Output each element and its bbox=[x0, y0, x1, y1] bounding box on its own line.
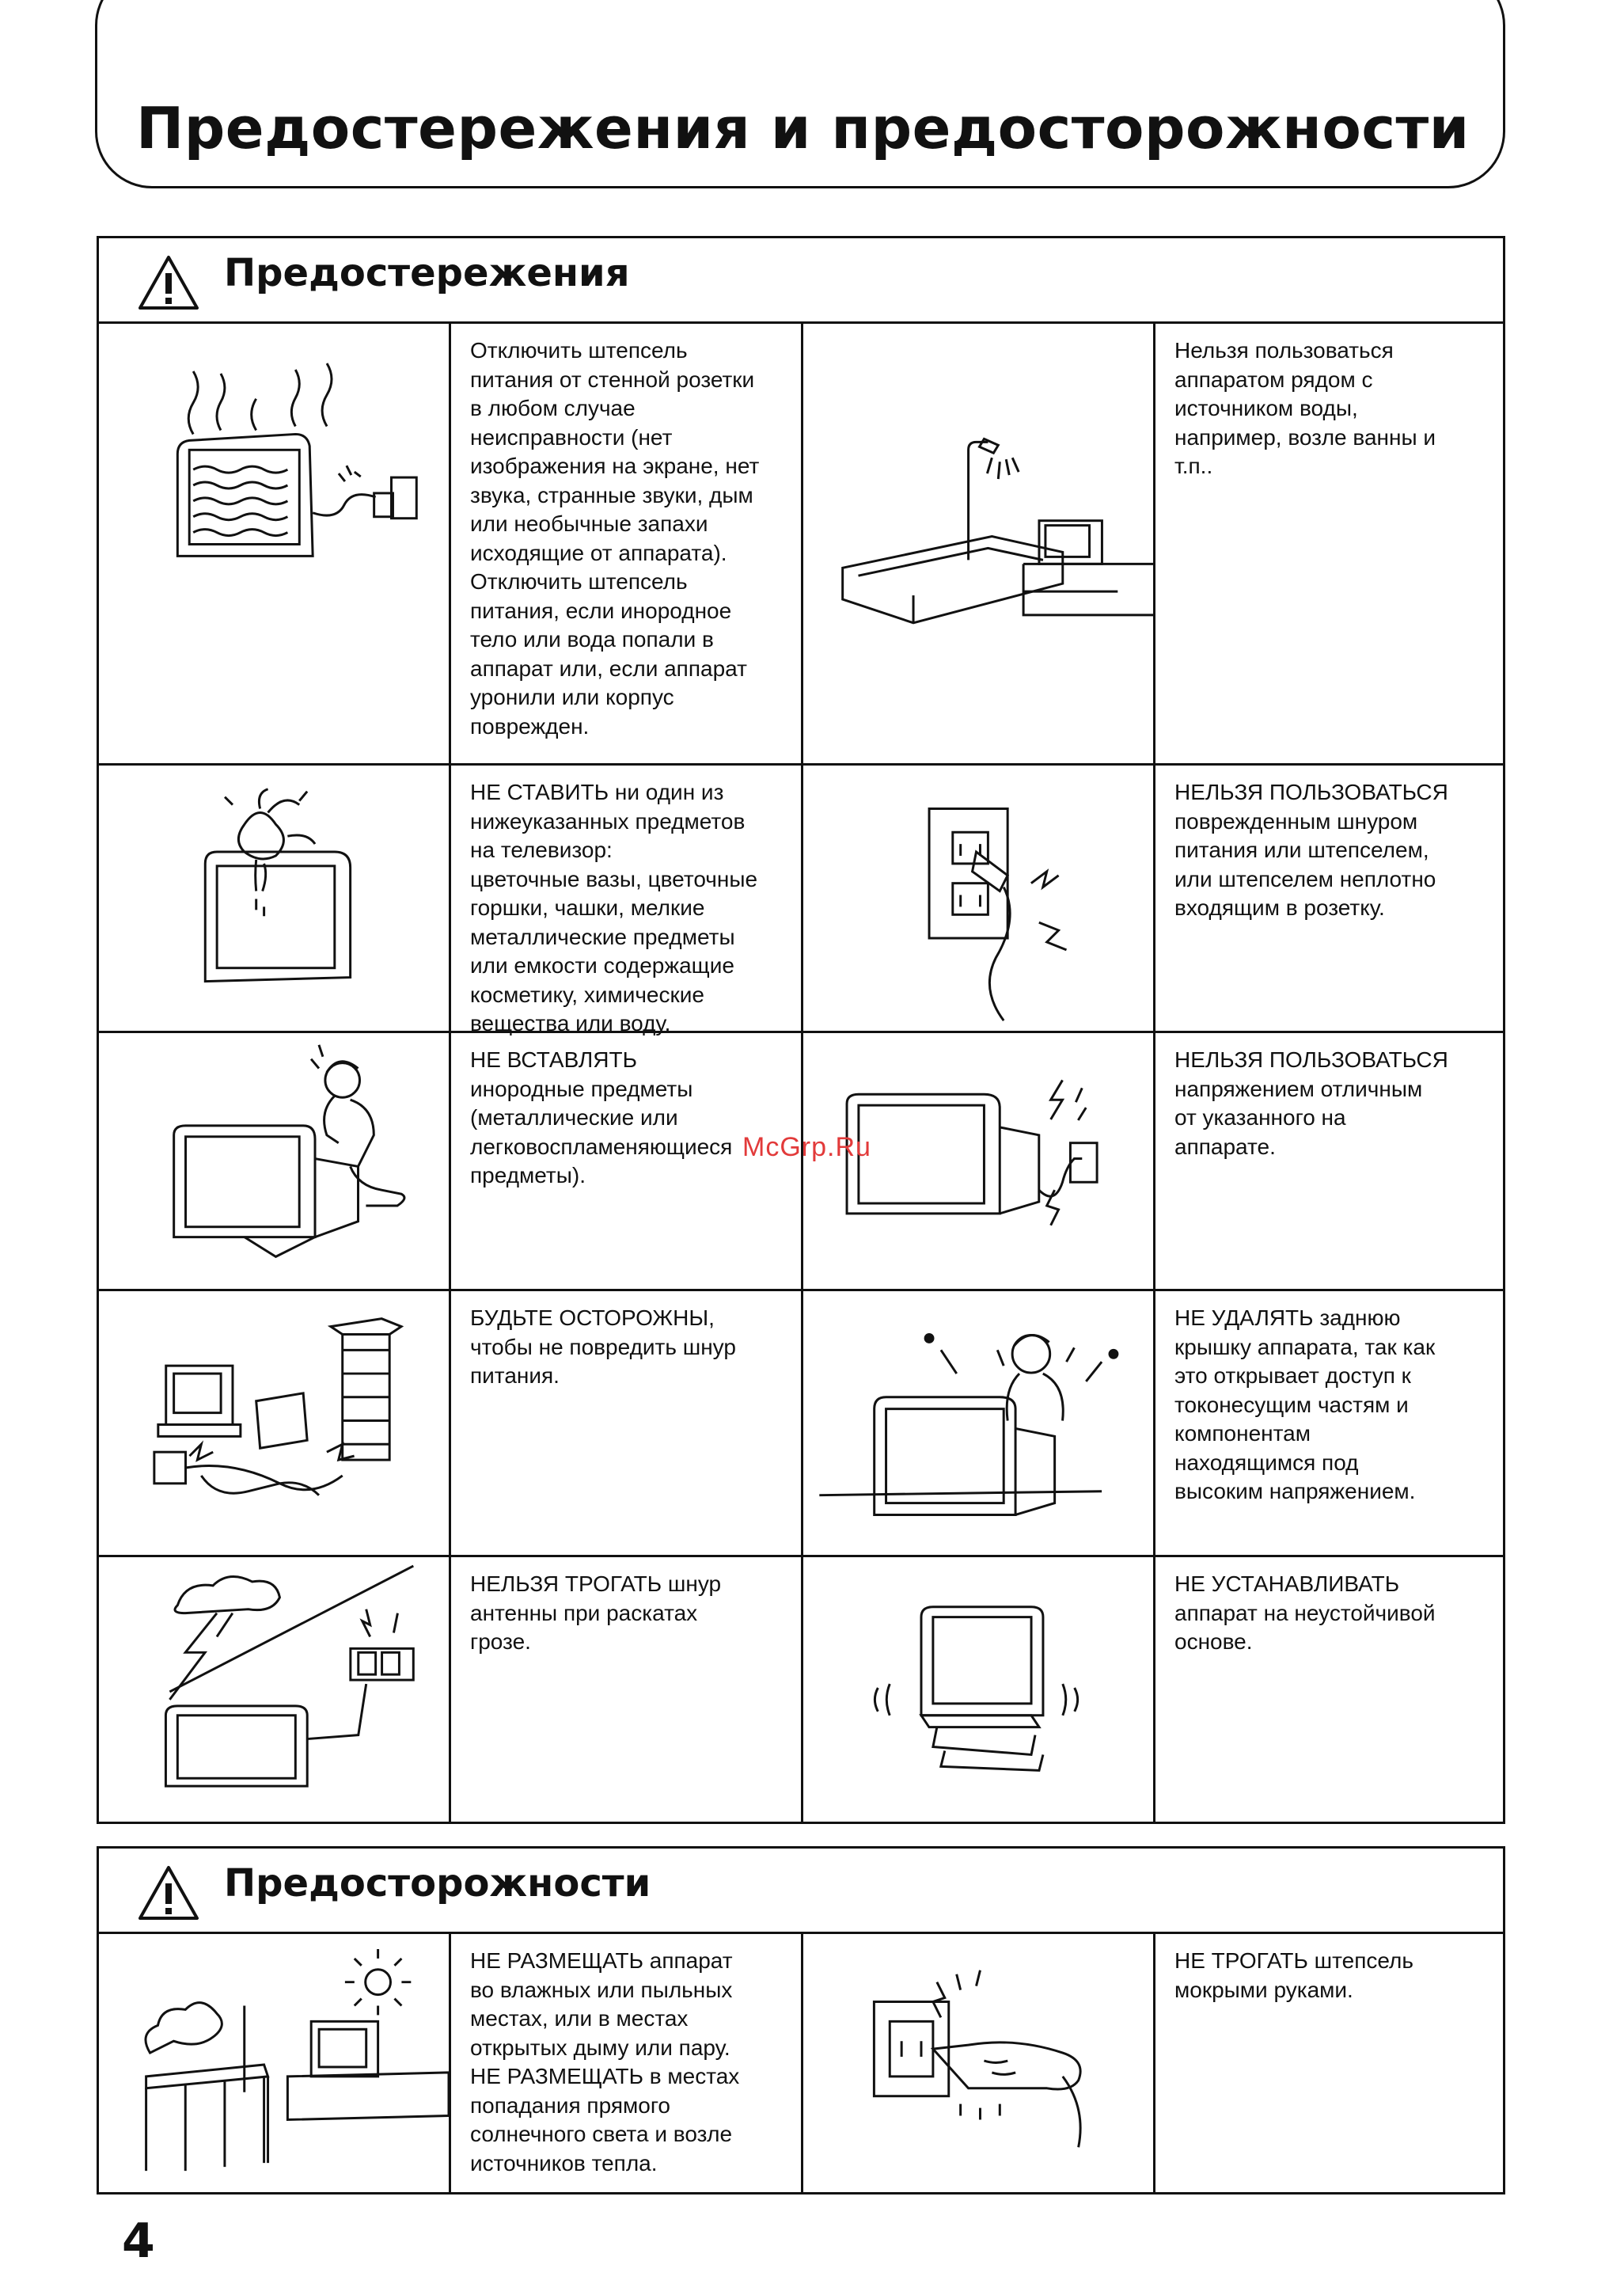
warning-text-body: НЕЛЬЗЯ ПОЛЬЗОВАТЬСЯ напряжением отличным от указанного на аппарате. bbox=[1174, 1047, 1448, 1159]
illustration-unstable-tv bbox=[803, 1557, 1155, 1822]
warning-text-body: Отключить штепсель питания от стенной розетки в любом случае неисправности (нет изображения на экране, нет звука, странные звуки, дым или необычные запахи исходящие от аппарата). Отключить штепсель питания, если инородное тело или вода попали в аппарат или, если аппарат уронили или корпус поврежден. bbox=[470, 338, 760, 739]
warnings-section bbox=[97, 236, 1505, 1824]
warning-text bbox=[1155, 1557, 1503, 1822]
page-number: 4 bbox=[122, 2214, 155, 2269]
warning-row bbox=[99, 324, 1503, 766]
caution-text bbox=[1155, 1934, 1503, 2192]
warnings-header bbox=[99, 238, 1503, 324]
warning-triangle-icon bbox=[137, 254, 200, 311]
warning-text-body: НЕ СТАВИТЬ ни один из нижеуказанных предметов на телевизор: цветочные вазы, цветочные горшки, чашки, мелкие металлические предметы или емкости содержащие косметику, химические вещества или воду. bbox=[470, 780, 758, 1036]
illustration-tv-smoke-unplug bbox=[99, 324, 451, 763]
damaged-plug-icon bbox=[803, 766, 1153, 1031]
caution-text-body: НЕ ТРОГАТЬ штепсель мокрыми руками. bbox=[1174, 1948, 1413, 2002]
child-tv-icon bbox=[99, 1033, 449, 1289]
warning-triangle-icon bbox=[137, 1864, 200, 1921]
warning-text-body: НЕ УДАЛЯТЬ заднюю крышку аппарата, так как это открывает доступ к токонесущим частям и компонентам находящимся под высоким напряжением. bbox=[1174, 1305, 1436, 1503]
caution-text bbox=[451, 1934, 803, 2192]
caution-row bbox=[99, 1934, 1503, 2192]
warning-text-body: НЕЛЬЗЯ ТРОГАТЬ шнур антенны при раскатах грозе. bbox=[470, 1571, 722, 1654]
page-title: Предостережения и предосторожности bbox=[136, 95, 1470, 162]
illustration-child-inserting-object bbox=[99, 1033, 451, 1289]
warning-row bbox=[99, 766, 1503, 1036]
warning-text-body: БУДЬТЕ ОСТОРОЖНЫ, чтобы не повредить шнур питания. bbox=[470, 1305, 736, 1388]
illustration-vase-on-tv bbox=[99, 766, 451, 1031]
illustration-lightning-antenna bbox=[99, 1557, 451, 1822]
lightning-antenna-icon bbox=[99, 1557, 449, 1822]
warning-text bbox=[451, 766, 803, 1036]
warning-text bbox=[451, 1557, 803, 1822]
illustration-wet-hands-plug bbox=[803, 1934, 1155, 2192]
caution-text-body: НЕ РАЗМЕЩАТЬ аппарат во влажных или пыльных местах, или в местах открытых дыму или пару. НЕ РАЗМЕЩАТЬ в местах попадания прямого солнечного света и возле источников тепла. bbox=[470, 1948, 740, 2176]
warning-text bbox=[451, 1291, 803, 1555]
warning-row bbox=[99, 1557, 1503, 1822]
warning-text bbox=[451, 324, 803, 763]
warning-text bbox=[1155, 1033, 1503, 1289]
unstable-tv-icon bbox=[803, 1557, 1153, 1822]
rear-cover-icon bbox=[803, 1291, 1153, 1555]
warning-text bbox=[1155, 1291, 1503, 1555]
illustration-kitchen-steam-sun bbox=[99, 1934, 451, 2192]
kitchen-sun-icon bbox=[99, 1934, 449, 2192]
watermark: McGrp.Ru bbox=[742, 1132, 871, 1162]
tv-smoke-icon bbox=[99, 324, 449, 763]
warning-text bbox=[1155, 324, 1503, 763]
illustration-man-removing-cover bbox=[803, 1291, 1155, 1555]
bathtub-icon bbox=[803, 324, 1153, 763]
warning-text-body: НЕ УСТАНАВЛИВАТЬ аппарат на неустойчивой основе. bbox=[1174, 1571, 1436, 1654]
warning-text-body: НЕ ВСТАВЛЯТЬ инородные предметы (металлические или легковоспламеняющиеся предметы). bbox=[470, 1047, 733, 1188]
illustration-bathtub-water bbox=[803, 324, 1155, 763]
warning-row bbox=[99, 1291, 1503, 1557]
cord-damage-icon bbox=[99, 1291, 449, 1555]
warning-text bbox=[1155, 766, 1503, 1031]
wet-hands-plug-icon bbox=[803, 1934, 1153, 2192]
warnings-heading: Предостережения bbox=[224, 251, 630, 295]
cautions-section bbox=[97, 1846, 1505, 2194]
tv-vase-icon bbox=[99, 766, 449, 1031]
warning-text-body: НЕЛЬЗЯ ПОЛЬЗОВАТЬСЯ поврежденным шнуром питания или штепселем, или штепселем неплотно входящим в розетку. bbox=[1174, 780, 1448, 920]
illustration-cord-under-furniture bbox=[99, 1291, 451, 1555]
illustration-damaged-plug bbox=[803, 766, 1155, 1031]
warning-text-body: Нельзя пользоваться аппаратом рядом с источником воды, например, возле ванны и т.п.. bbox=[1174, 338, 1436, 478]
cautions-header bbox=[99, 1849, 1503, 1934]
cautions-heading: Предосторожности bbox=[224, 1861, 651, 1906]
